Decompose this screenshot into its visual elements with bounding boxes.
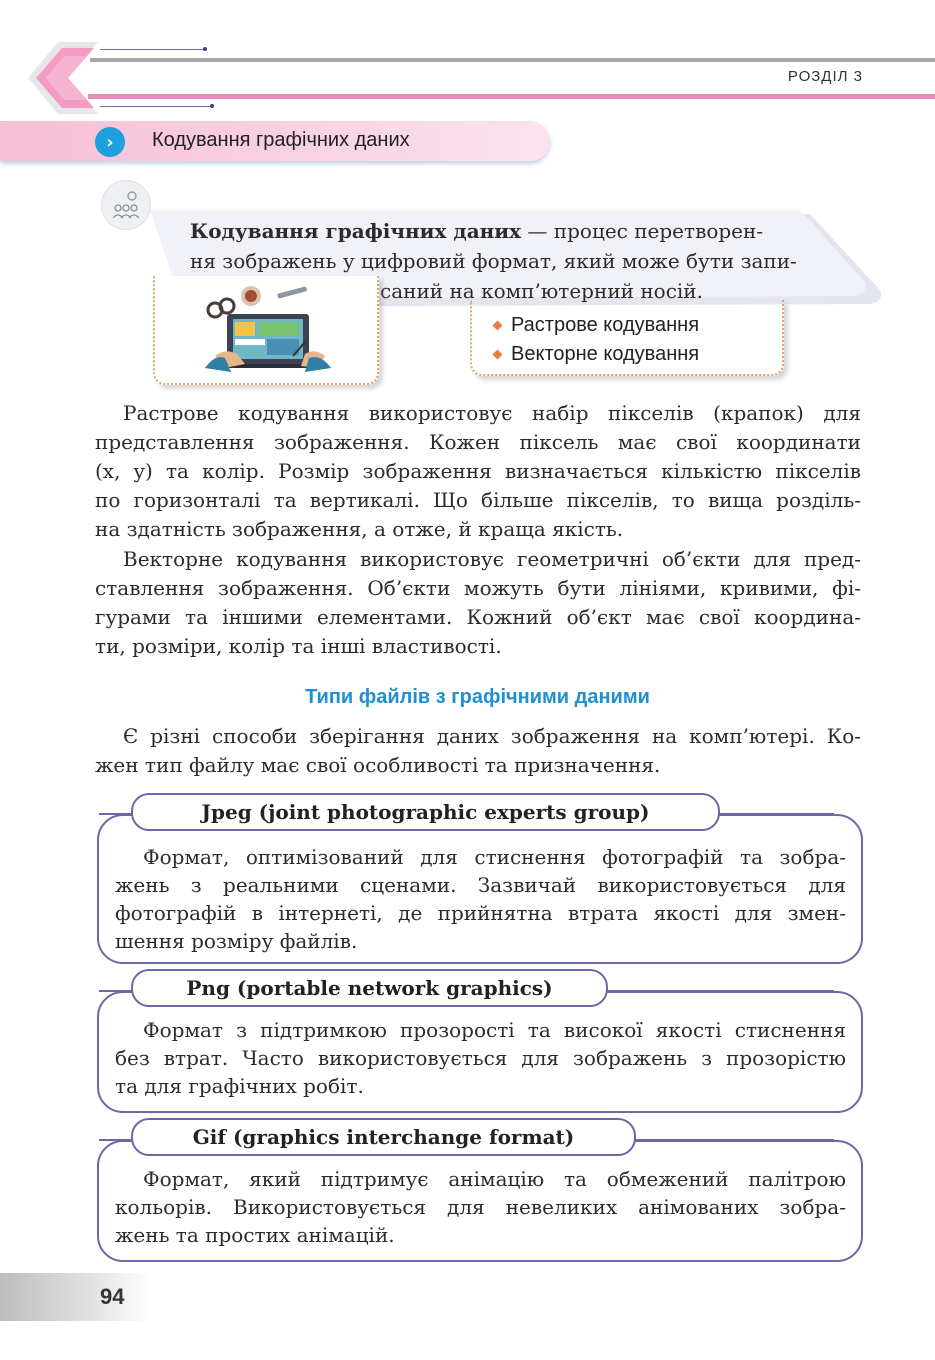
card-title-png: Png (portable network graphics) <box>131 969 608 1007</box>
text-line: шення розміру файлів. <box>115 929 358 953</box>
list-item-label: Векторне кодування <box>511 343 700 365</box>
header-thin-line <box>100 106 212 107</box>
bullet-diamond-icon <box>493 321 503 331</box>
card-title-gif: Gif (graphics interchange format) <box>131 1118 636 1156</box>
text-line: Є різні способи зберігання даних зображення на комп’ютері. Ко- <box>123 724 861 748</box>
header-rule-bottom <box>88 94 935 99</box>
card-tab-line <box>99 1139 133 1141</box>
text-line: (x, y) та колір. Розмір зображення визначається кількістю пікселів <box>95 459 861 483</box>
chevron-right-icon: › <box>95 127 125 157</box>
paragraph-intro <box>95 722 861 780</box>
text-line: Векторне кодування використовує геометричні об’єкти для пред- <box>123 547 861 571</box>
paragraph-raster <box>95 399 861 544</box>
header-rule-top <box>90 58 935 62</box>
card-tab-line <box>99 990 133 992</box>
page-number: 94 <box>100 1284 125 1309</box>
paragraph-vector <box>95 545 861 661</box>
text-line: без втрат. Часто використовується для зображень з прозорістю <box>115 1046 846 1070</box>
text-line: ти, розміри, колір та інші властивості. <box>95 634 502 658</box>
text-line: Растрове кодування використовує набір пікселів (крапок) для <box>123 401 861 425</box>
header-dot <box>210 104 214 108</box>
topic-title: Кодування графічних даних <box>152 129 410 151</box>
card-text-gif <box>115 1165 846 1249</box>
text-line: Формат, який підтримує анімацію та обмежений палітрою <box>143 1167 846 1191</box>
text-line: гурами та іншими елементами. Кожний об’єкт має свої координа- <box>95 605 861 629</box>
card-tab-line <box>716 813 834 815</box>
illustration-box <box>153 276 379 385</box>
header-chevron-icon <box>28 42 108 114</box>
text-line: Формат, оптимізований для стиснення фотографій та зобра- <box>143 845 846 869</box>
text-line: жень та простих анімацій. <box>115 1223 395 1247</box>
definition-line-1: — процес перетворен- <box>521 219 764 243</box>
card-tab-line <box>604 990 834 992</box>
bullet-diamond-icon <box>493 350 503 360</box>
text-line: жень з реальними сценами. Зазвичай використовується для <box>115 873 846 897</box>
text-line: представлення зображення. Кожен піксель має свої координати <box>95 430 861 454</box>
text-line: фотографій в інтернеті, де прийнятна втрата якості для змен- <box>115 901 846 925</box>
text-line: кольорів. Використовується для невеликих анімованих зобра- <box>115 1195 846 1219</box>
header-dot <box>203 47 207 51</box>
card-tab-line <box>632 1139 834 1141</box>
text-line: ставлення зображення. Об’єкти можуть бути лініями, кривими, фі- <box>95 576 861 600</box>
card-text-jpeg <box>115 843 846 955</box>
list-item <box>494 314 699 337</box>
definition-line-3: саний на комп’ютерний носій. <box>380 279 703 303</box>
laptop-illustration <box>155 276 377 381</box>
list-item-label: Растрове кодування <box>511 314 700 336</box>
card-text-png <box>115 1016 846 1100</box>
encoding-types-box <box>470 300 784 376</box>
subheading: Типи файлів з графічними даними <box>305 686 650 708</box>
text-line: жен тип файлу має свої особливості та призначення. <box>95 753 661 777</box>
list-item <box>494 343 699 366</box>
text-line: по горизонталі та вертикалі. Що більше пікселів, то вища розділь- <box>95 488 861 512</box>
section-label: РОЗДІЛ 3 <box>787 68 863 85</box>
card-title-jpeg: Jpeg (joint photographic experts group) <box>131 793 720 831</box>
header-thin-line <box>100 49 205 50</box>
text-line: на здатність зображення, а отже, й краща якість. <box>95 517 624 541</box>
text-line: та для графічних робіт. <box>115 1074 364 1098</box>
text-line: Формат з підтримкою прозорості та високої якості стиснення <box>143 1018 846 1042</box>
definition-term: Кодування графічних даних <box>190 219 522 243</box>
definition-line-2: ня зображень у цифровий формат, який може бути запи- <box>190 249 797 273</box>
page-number-bar <box>0 1273 150 1321</box>
card-tab-line <box>99 813 133 815</box>
